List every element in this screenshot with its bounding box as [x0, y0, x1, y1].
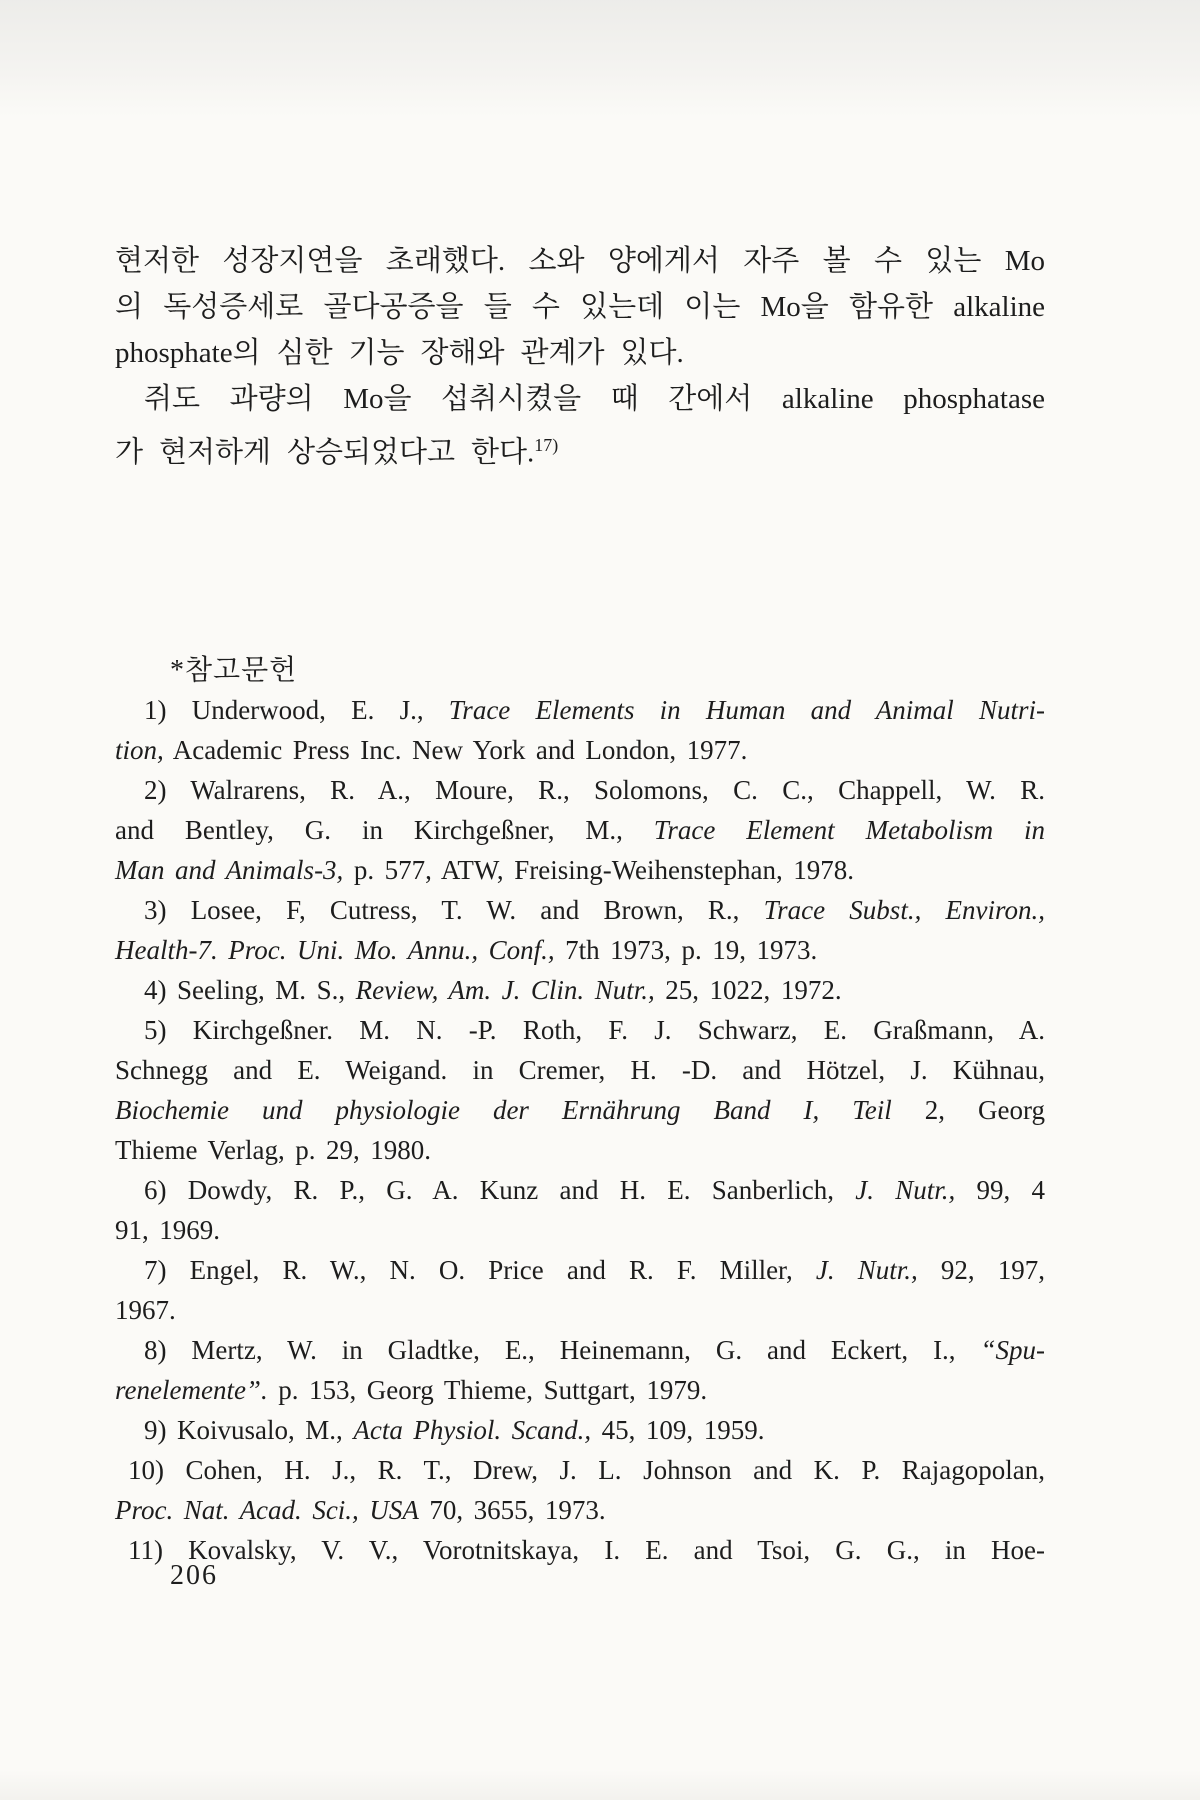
reference-item: [115, 1010, 1045, 1170]
reference-item: [115, 1450, 1045, 1530]
text-segment: 9) Koivusalo, M.,: [144, 1415, 354, 1445]
text-line: [115, 1210, 1045, 1250]
text-segment: 10) Cohen, H. J., R. T., Drew, J. L. Johnson and K. P. Rajagopolan,: [128, 1455, 1045, 1485]
text-segment: 1) Underwood, E. J.,: [144, 695, 449, 725]
text-segment: Health-7. Proc. Uni. Mo. Annu., Conf.,: [115, 935, 555, 965]
text-segment: 가 현저하게 상승되었다고 한다.: [115, 436, 535, 469]
reference-item: [115, 770, 1045, 890]
text-line: [115, 376, 1045, 422]
text-line: [115, 810, 1045, 850]
text-line: [115, 330, 1045, 376]
text-segment: 91, 1969.: [115, 1215, 221, 1245]
reference-item: [115, 1530, 1045, 1570]
text-line: [115, 1530, 1045, 1570]
reference-item: [115, 1170, 1045, 1250]
text-segment: 11) Kovalsky, V. V., Vorotnitskaya, I. E. and Tsoi, G. G., in Hoe-: [128, 1535, 1045, 1565]
reference-item: [115, 1250, 1045, 1330]
text-segment: 70, 3655, 1973.: [418, 1495, 606, 1525]
page-number: 206: [170, 1560, 218, 1591]
text-segment: 현저한 성장지연을 초래했다. 소와 양에게서 자주 볼 수 있는 Mo: [115, 245, 1045, 277]
text-segment: Thieme Verlag, p. 29, 1980.: [115, 1135, 432, 1165]
text-line: [115, 1170, 1045, 1210]
text-segment: 3) Losee, F, Cutress, T. W. and Brown, R.,: [144, 895, 764, 925]
reference-item: [115, 690, 1045, 770]
text-segment: and Bentley, G. in Kirchgeßner, M.,: [115, 815, 654, 845]
text-segment: 4) Seeling, M. S.,: [144, 975, 356, 1005]
text-segment: Biochemie und physiologie der Ernährung Band I, Teil: [115, 1095, 892, 1125]
body-paragraphs: [115, 238, 1045, 476]
text-segment: 7th 1973, p. 19, 1973.: [554, 935, 818, 965]
references-list: [115, 690, 1045, 1570]
text-line: [115, 770, 1045, 810]
text-line: [115, 1130, 1045, 1170]
text-line: [115, 1330, 1045, 1370]
text-segment: 45, 109, 1959.: [591, 1415, 765, 1445]
text-line: [115, 1090, 1045, 1130]
text-line: [115, 1050, 1045, 1090]
text-line: [115, 690, 1045, 730]
text-segment: Trace Subst., Environ.,: [763, 895, 1045, 925]
text-segment: Acta Physiol. Scand.,: [353, 1415, 592, 1445]
reference-item: [115, 970, 1045, 1010]
text-segment: J. Nutr.,: [815, 1255, 918, 1285]
text-segment: 1967.: [115, 1295, 176, 1325]
reference-item: [115, 890, 1045, 970]
text-segment: p. 153, Georg Thieme, Suttgart, 1979.: [267, 1375, 708, 1405]
text-line: [115, 1290, 1045, 1330]
text-segment: 99, 4: [955, 1175, 1045, 1205]
text-line: [115, 422, 1045, 476]
text-segment: renelemente”.: [115, 1375, 268, 1405]
text-line: [115, 850, 1045, 890]
text-line: [115, 730, 1045, 770]
reference-item: [115, 1410, 1045, 1450]
text-segment: 25, 1022, 1972.: [654, 975, 842, 1005]
footnote-marker: 17): [534, 435, 559, 455]
text-line: [115, 1250, 1045, 1290]
reference-item: [115, 1330, 1045, 1410]
text-line: [115, 970, 1045, 1010]
text-segment: phosphate의 심한 기능 장해와 관계가 있다.: [115, 337, 684, 369]
text-segment: 6) Dowdy, R. P., G. A. Kunz and H. E. Sanberlich,: [144, 1175, 856, 1205]
text-segment: p. 577, ATW, Freising-Weihenstephan, 1978.: [343, 855, 854, 885]
text-segment: 92, 197,: [917, 1255, 1045, 1285]
text-segment: 2, Georg: [891, 1095, 1045, 1125]
text-line: [115, 930, 1045, 970]
text-line: [115, 1490, 1045, 1530]
text-line: [115, 284, 1045, 330]
text-segment: Man and Animals-3,: [115, 855, 344, 885]
text-segment: Academic Press Inc. New York and London, 1977.: [163, 735, 748, 765]
text-segment: 의 독성증세로 골다공증을 들 수 있는데 이는 Mo을 함유한 alkaline: [115, 291, 1045, 323]
text-line: [115, 1450, 1045, 1490]
text-segment: Trace Element Metabolism in: [653, 815, 1045, 845]
text-segment: 쥐도 과량의 Mo을 섭취시켰을 때 간에서 alkaline phosphatase: [144, 383, 1045, 415]
text-segment: Review, Am. J. Clin. Nutr.,: [355, 975, 655, 1005]
references-heading: *참고문헌: [170, 655, 298, 686]
text-line: [115, 238, 1045, 284]
text-line: [115, 1010, 1045, 1050]
text-segment: “Spu-: [980, 1335, 1045, 1365]
text-segment: Proc. Nat. Acad. Sci., USA: [115, 1495, 419, 1525]
text-segment: 8) Mertz, W. in Gladtke, E., Heinemann, G. and Eckert, I.,: [144, 1335, 981, 1365]
text-line: [115, 890, 1045, 930]
text-segment: 2) Walrarens, R. A., Moure, R., Solomons, C. C., Chappell, W. R.: [144, 775, 1045, 805]
text-line: [115, 1370, 1045, 1410]
text-line: [115, 1410, 1045, 1450]
text-segment: 7) Engel, R. W., N. O. Price and R. F. Miller,: [144, 1255, 816, 1285]
text-segment: 5) Kirchgeßner. M. N. -P. Roth, F. J. Schwarz, E. Graßmann, A.: [144, 1015, 1045, 1045]
text-segment: J. Nutr.,: [855, 1175, 956, 1205]
text-segment: Trace Elements in Human and Animal Nutri-: [448, 695, 1045, 725]
text-segment: tion,: [115, 735, 164, 765]
text-segment: Schnegg and E. Weigand. in Cremer, H. -D. and Hötzel, J. Kühnau,: [115, 1055, 1045, 1085]
